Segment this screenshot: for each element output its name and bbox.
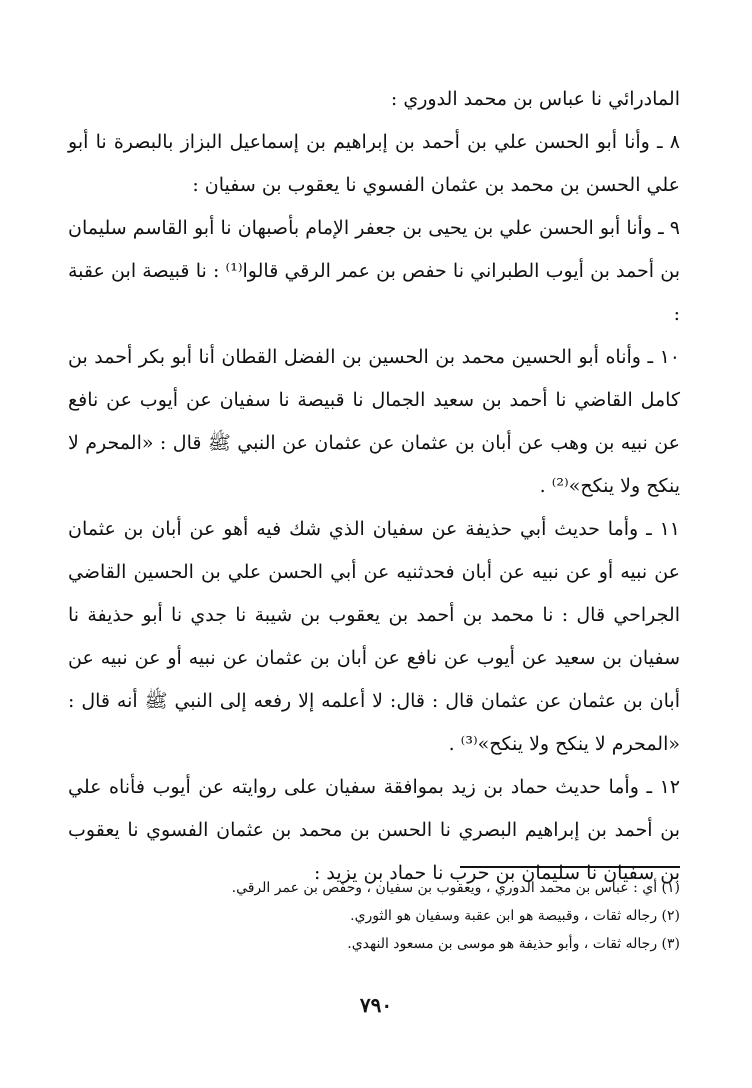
paragraph-12: ١٢ ـ وأما حديث حماد بن زيد بموافقة سفيان على روايته عن أيوب فأناه علي بن أحمد بن إبراهيم البصري نا الحسن بن محمد بن عثمان الفسوي نا يعقوب بن سفيان نا سليمان بن حرب نا حماد بن يزيد : xyxy=(68,776,680,884)
page-number: ٧٩٠ xyxy=(359,993,393,1017)
footnote-1: (١) أي : عباس بن محمد الدوري ، ويعقوب بن سفيان ، وحفص بن عمر الرقي. xyxy=(231,880,680,896)
paragraph-9: ٩ ـ وأنا أبو الحسن علي بن يحيى بن جعفر الإمام بأصبهان نا أبو القاسم سليمان بن أحمد بن أيوب الطبراني نا حفص بن عمر الرقي قالوا⁽¹⁾ : نا قبيصة ابن عقبة : xyxy=(68,217,680,325)
paragraph-8: ٨ ـ وأنا أبو الحسن علي بن أحمد بن إبراهيم بن إسماعيل البزاز بالبصرة نا أبو علي الحسن بن محمد بن عثمان الفسوي نا يعقوب بن سفيان : xyxy=(68,131,680,196)
footnote-3: (٣) رجاله ثقات ، وأبو حذيفة هو موسى بن مسعود النهدي. xyxy=(347,936,680,952)
footnote-separator xyxy=(460,866,680,868)
footnote-2: (٢) رجاله ثقات ، وقبيصة هو ابن عقبة وسفيان هو الثوري. xyxy=(350,908,680,924)
paragraph-11: ١١ ـ وأما حديث أبي حذيفة عن سفيان الذي شك فيه أهو عن أبان بن عثمان عن نبيه أو عن نبيه عن أبان فحدثنيه عن أبي الحسن علي بن الحسين القاضي الجراحي قال : نا محمد بن أحمد بن يعقوب بن شيبة نا جدي نا أبو حذيفة نا سفيان بن سعيد عن أيوب عن نافع عن أبان بن عثمان عن نبيه أو عن نبيه عن أبان بن عثمان عن عثمان قال : قال: لا أعلمه إلا رفعه إلى النبي ﷺ أنه قال : «المحرم لا ينكح ولا ينكح»⁽³⁾ . xyxy=(68,518,680,755)
main-text xyxy=(68,78,680,895)
footnotes xyxy=(68,874,680,958)
paragraph-10: ١٠ ـ وأناه أبو الحسين محمد بن الحسين بن الفضل القطان أنا أبو بكر أحمد بن كامل القاضي نا أحمد بن سعيد الجمال نا قبيصة نا سفيان عن أيوب عن نافع عن نبيه بن وهب عن أبان بن عثمان عن عثمان عن النبي ﷺ قال : «المحرم لا ينكح ولا ينكح»⁽²⁾ . xyxy=(68,346,680,497)
paragraph-continuation: المادرائي نا عباس بن محمد الدوري : xyxy=(390,88,680,110)
